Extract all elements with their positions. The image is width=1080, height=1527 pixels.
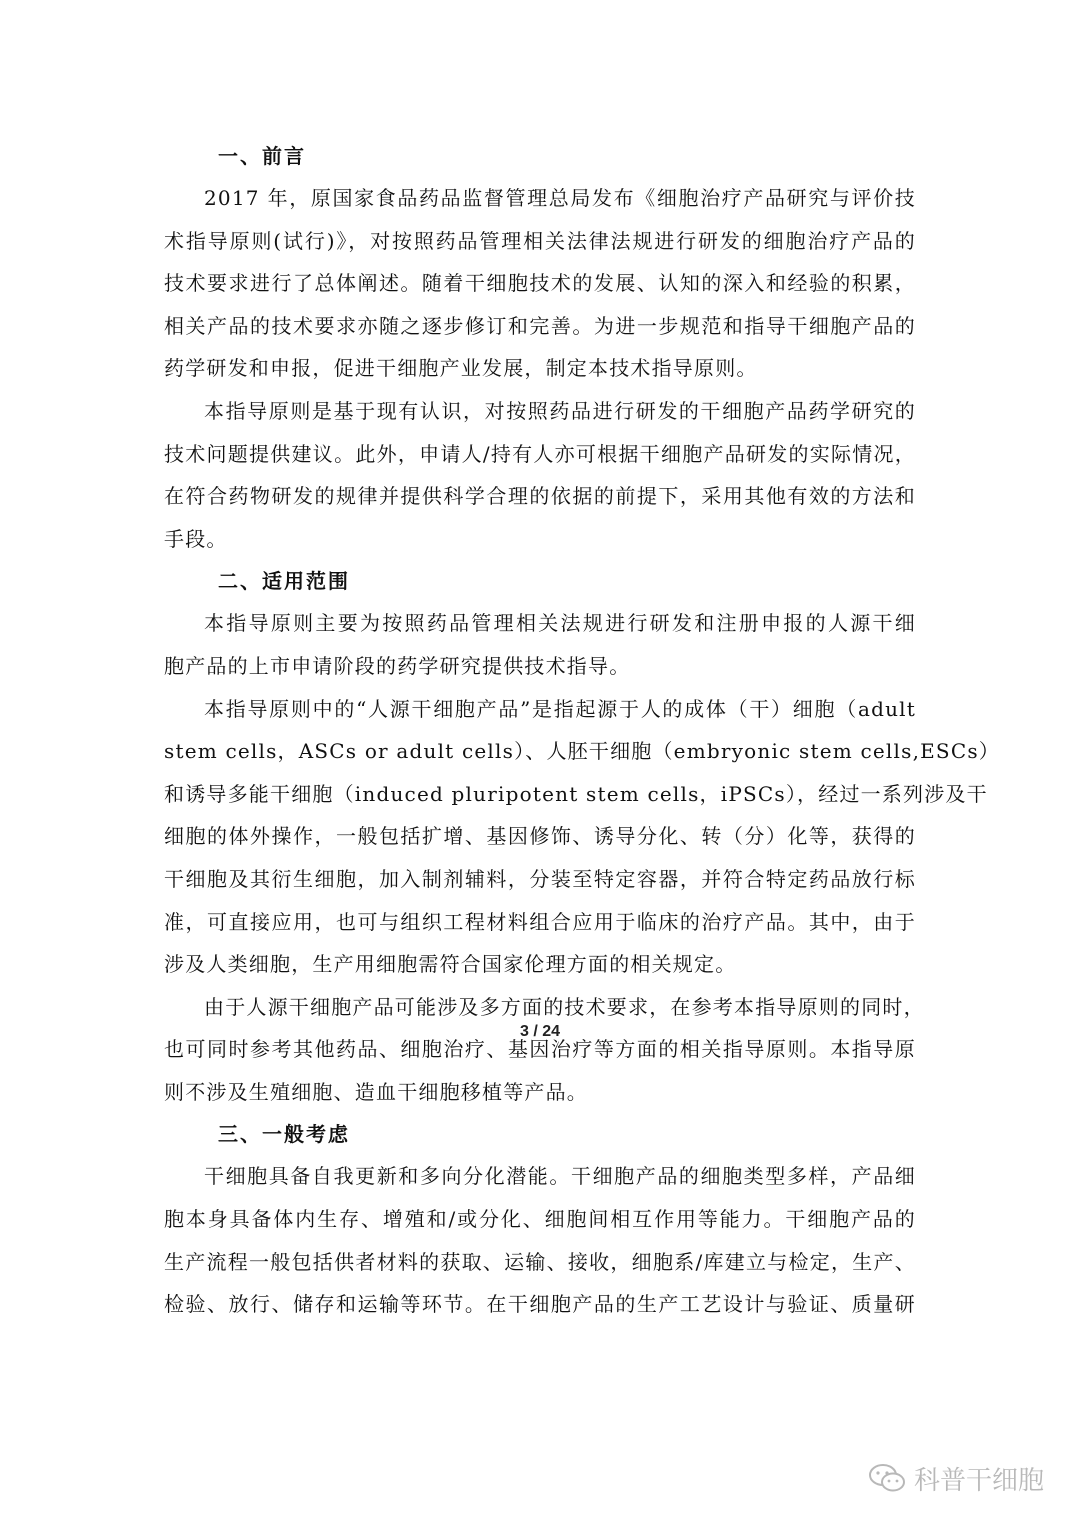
text-line: 准，可直接应用，也可与组织工程材料组合应用于临床的治疗产品。其中，由于 (164, 909, 916, 934)
page-number: 3 / 24 (519, 1023, 561, 1040)
text-line: 生产流程一般包括供者材料的获取、运输、接收，细胞系/库建立与检定，生产、 (164, 1249, 916, 1274)
text-line: 药学研发和申报，促进干细胞产业发展，制定本技术指导原则。 (164, 356, 758, 381)
text-line: 检验、放行、储存和运输等环节。在干细胞产品的生产工艺设计与验证、质量研 (164, 1292, 916, 1317)
watermark (868, 1453, 1044, 1503)
text-line: 干细胞及其衍生细胞，加入制剂辅料，分装至特定容器，并符合特定药品放行标 (164, 866, 916, 891)
paragraph (164, 177, 916, 390)
paragraph (164, 390, 916, 560)
text-line: 相关产品的技术要求亦随之逐步修订和完善。为进一步规范和指导干细胞产品的 (164, 313, 916, 338)
text-line: 2017 年，原国家食品药品监督管理总局发布《细胞治疗产品研究与评价技 (204, 186, 916, 210)
text-line: 由于人源干细胞产品可能涉及多方面的技术要求，在参考本指导原则的同时， (204, 994, 925, 1019)
text-line: 干细胞具备自我更新和多向分化潜能。干细胞产品的细胞类型多样，产品细 (204, 1164, 916, 1189)
text-line: 胞产品的上市申请阶段的药学研究提供技术指导。 (164, 653, 631, 678)
text-line: 胞本身具备体内生存、增殖和/或分化、细胞间相互作用等能力。干细胞产品的 (164, 1207, 916, 1232)
text-line: 本指导原则中的“人源干细胞产品”是指起源于人的成体（干）细胞（adult (204, 696, 916, 721)
text-line: 术指导原则(试行)》，对按照药品管理相关法律法规进行研发的细胞治疗产品的 (164, 228, 916, 253)
text-line: 本指导原则是基于现有认识，对按照药品进行研发的干细胞产品药学研究的 (204, 398, 916, 423)
text-line: 技术问题提供建议。此外，申请人/持有人亦可根据干细胞产品研发的实际情况， (164, 441, 916, 466)
text-line: 则不涉及生殖细胞、造血干细胞移植等产品。 (164, 1079, 588, 1104)
text-line: 和诱导多能干细胞（induced pluripotent stem cells，iPSCs），经过一系列涉及干 (164, 781, 988, 806)
text-line: 细胞的体外操作，一般包括扩增、基因修饰、诱导分化、转（分）化等，获得的 (164, 824, 916, 849)
section-heading: 一、前言 (218, 144, 306, 168)
document-body (164, 135, 1000, 1326)
text-line: 在符合药物研发的规律并提供科学合理的依据的前提下，采用其他有效的方法和 (164, 484, 916, 509)
text-line: stem cells，ASCs or adult cells）、人胚干细胞（embryonic stem cells,ESCs） (164, 739, 1000, 764)
paragraph (164, 602, 916, 687)
paragraph (164, 986, 925, 1114)
text-line: 手段。 (164, 526, 228, 551)
section-heading: 二、适用范围 (218, 569, 350, 594)
watermark-text: 科普干细胞 (914, 1465, 1045, 1496)
paragraph (164, 1155, 916, 1325)
text-line: 本指导原则主要为按照药品管理相关法规进行研发和注册申报的人源干细 (204, 611, 916, 636)
section-heading: 三、一般考虑 (218, 1122, 350, 1147)
text-line: 也可同时参考其他药品、细胞治疗、基因治疗等方面的相关指导原则。本指导原 (164, 1037, 916, 1062)
text-line: 技术要求进行了总体阐述。随着干细胞技术的发展、认知的深入和经验的积累， (164, 271, 916, 296)
paragraph (164, 688, 1000, 986)
wechat-icon (868, 1463, 906, 1493)
text-line: 涉及人类细胞，生产用细胞需符合国家伦理方面的相关规定。 (164, 952, 737, 977)
